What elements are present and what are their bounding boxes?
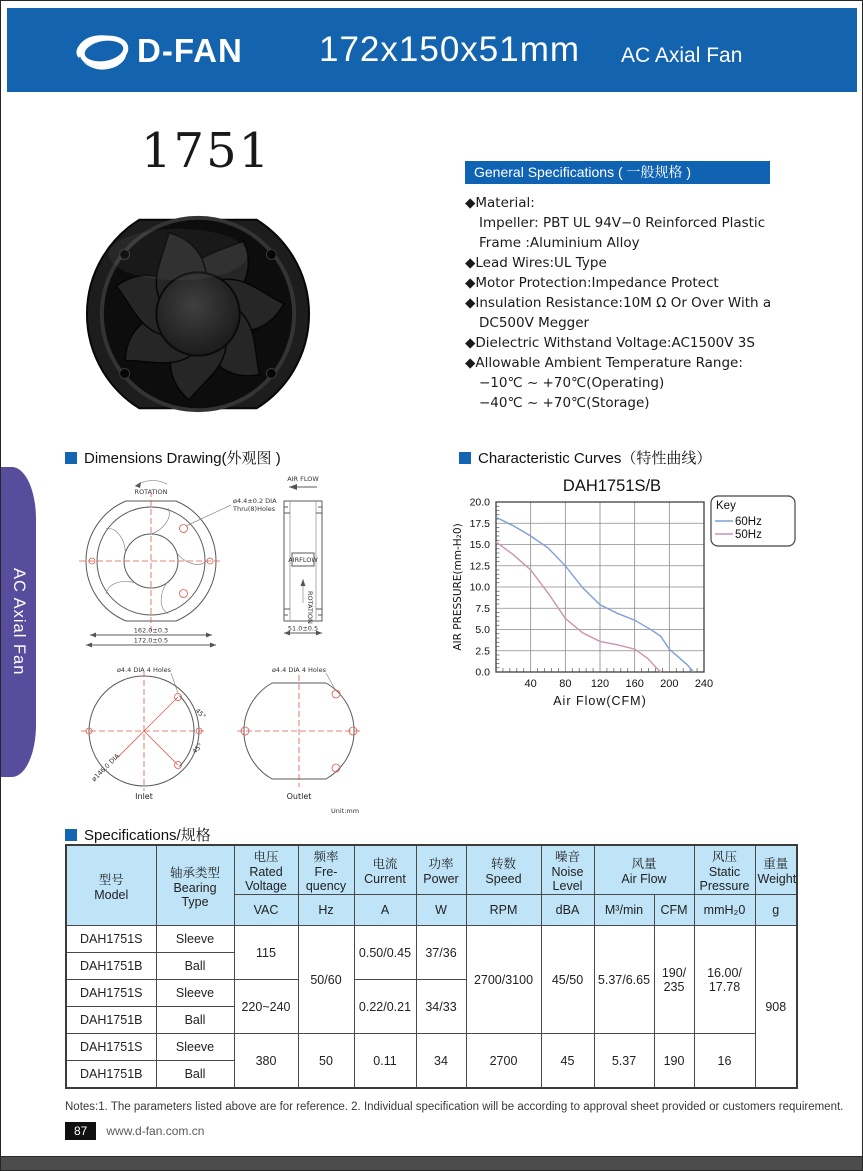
spec-table-unit: RPM [466,895,541,926]
page-bottom-strip [1,1156,862,1170]
spec-table-cell: 5.37 [594,1034,654,1089]
thru-holes-label-line2: Thru(8)Holes [233,505,276,513]
section-bullet-icon [65,452,77,464]
chart-ylabel: AIR PRESSURE(mm-H₂0) [452,523,464,651]
spec-table-cell: 0.50/0.45 [354,926,416,980]
spec-table-unit: Hz [298,895,354,926]
spec-table-header: 转数 Speed [466,845,541,895]
inlet-view [81,666,207,801]
spec-table-header: 重量 Weight [755,845,797,895]
front-view [79,480,277,647]
sidebar-category-tab[interactable] [1,467,36,777]
spec-table-cell: 190 [654,1034,694,1089]
notes-text: Notes:1. The parameters listed above are for reference. 2. Individual specification will be according to approval sheet provided or customers requirement. [65,1101,844,1113]
x-tick-label: 240 [694,678,714,690]
spec-table-header: 电压 Rated Voltage [234,845,298,895]
header-banner [7,8,857,92]
fan-swoosh-icon [71,28,133,74]
spec-table-cell: 5.37/6.65 [594,926,654,1034]
section-title: Specifications/规格 [84,827,211,844]
chart-legend [711,496,795,546]
section-title: Characteristic Curves（特性曲线） [478,450,712,467]
spec-table-cell: DAH1751S [66,1034,156,1061]
bolt-circle-label: ø146.0 DIA [90,752,122,784]
spec-table-cell: Ball [156,1007,234,1034]
spec-table-unit: mmH₂0 [694,895,755,926]
spec-list-item: ◆Allowable Ambient Temperature Range: [465,355,743,371]
spec-table-header: 功率 Power [416,845,466,895]
spec-list-item: ◆Motor Protection:Impedance Protect [465,275,719,291]
y-tick-label: 10.0 [469,581,490,594]
page-subtitle: AC Axial Fan [621,44,743,67]
holes4-label-inlet: ø4.4 DIA 4 Holes [116,666,172,674]
chart-title: DAH1751S/B [562,477,662,495]
sidebar-category-label: AC Axial Fan [10,568,28,676]
spec-table-cell: 34 [416,1034,466,1089]
side-view [284,475,322,636]
spec-list-item: ◆Material: [465,195,535,211]
spec-table-cell: 0.11 [354,1034,416,1089]
dim-outer-label: 172.0±0.5 [133,636,169,645]
spec-table-cell: 908 [755,926,797,1089]
spec-table-header: 风压 Static Pressure [694,845,755,895]
y-tick-label: 2.5 [475,645,490,658]
section-dimensions-drawing [65,447,281,468]
spec-list-item: ◆Insulation Resistance:10M Ω Or Over With a [465,295,772,311]
dim-depth-label: 51.0±0.5 [287,624,319,633]
general-specifications-section [465,161,773,413]
y-tick-label: 0.0 [475,666,490,679]
unit-label: Unit:mm [331,807,360,815]
spec-table-unit: dBA [541,895,594,926]
airflow-plate-label: AIRFLOW [288,556,318,564]
spec-table-cell: 50 [298,1034,354,1089]
spec-table-cell: Ball [156,953,234,980]
x-tick-label: 120 [590,678,610,690]
y-tick-label: 7.5 [475,602,490,615]
spec-table-cell: 115 [234,926,298,980]
spec-table-cell: 45 [541,1034,594,1089]
spec-list-item: Frame :Aluminium Alloy [479,235,640,251]
spec-table-cell: DAH1751S [66,926,156,953]
dim-inner-label: 162.0±0.3 [133,626,169,635]
curve-60hz [496,517,694,672]
chart-svg [449,469,861,769]
spec-table-unit: M³/min [594,895,654,926]
angle-45-bottom: 45° [190,741,205,756]
dimensions-drawing [59,469,447,821]
spec-table-cell: 37/36 [416,926,466,980]
spec-table-cell: 190/ 235 [654,926,694,1034]
spec-table-cell: 34/33 [416,980,466,1034]
legend-entry-60hz: 60Hz [735,516,762,528]
spec-table-cell: DAH1751B [66,1007,156,1034]
spec-list-item: −40℃ ~ +70℃(Storage) [479,395,650,411]
y-tick-label: 20.0 [469,496,490,509]
outlet-view [237,666,361,815]
x-tick-label: 200 [660,678,679,690]
spec-table-cell: Sleeve [156,1034,234,1061]
air-flow-label: AIR FLOW [287,475,319,483]
angle-45-top: 45° [193,706,208,721]
spec-table-cell: DAH1751S [66,980,156,1007]
footer [65,1122,204,1140]
section-bullet-icon [65,829,77,841]
spec-table-unit: CFM [654,895,694,926]
brand-logo [71,28,243,74]
spec-table-header: 频率 Fre-quency [298,845,354,895]
rotation-side-label: ROTATION [306,591,314,624]
inlet-caption: Inlet [135,792,153,801]
spec-table-header: 轴承类型 Bearing Type [156,845,234,926]
spec-table-cell: DAH1751B [66,1061,156,1089]
spec-table-header: 型号 Model [66,845,156,926]
y-tick-label: 12.5 [469,560,490,573]
fan-photo-image [79,195,317,433]
spec-table-cell: Sleeve [156,926,234,953]
y-tick-label: 5.0 [475,624,490,636]
spec-table-cell: 16 [694,1034,755,1089]
spec-table-cell: 2700 [466,1034,541,1089]
spec-table-cell: 45/50 [541,926,594,1034]
general-specifications-list [465,193,773,413]
spec-list-item: −10℃ ~ +70℃(Operating) [479,375,665,391]
spec-table-header: 风量 Air Flow [594,845,694,895]
section-bullet-icon [459,452,471,464]
spec-list-item: DC500V Megger [479,315,590,331]
spec-table-cell: Sleeve [156,980,234,1007]
spec-table-cell: Ball [156,1061,234,1089]
chart-xlabel: Air Flow(CFM) [553,694,647,708]
y-tick-label: 15.0 [469,539,490,551]
rotation-label: ROTATION [134,488,168,496]
spec-list-item: Impeller: PBT UL 94V−0 Reinforced Plastic [479,215,766,231]
spec-table-row [66,1034,797,1061]
spec-table-unit: W [416,895,466,926]
spec-list-item: ◆Lead Wires:UL Type [465,255,607,271]
spec-table-cell: 220~240 [234,980,298,1034]
x-tick-label: 40 [524,678,537,690]
outlet-caption: Outlet [286,792,312,801]
legend-title: Key [716,500,736,512]
characteristic-curves-chart [449,469,861,769]
section-specifications [65,824,211,845]
spec-table-header: 噪音 Noise Level [541,845,594,895]
section-characteristic-curves [459,447,711,468]
x-tick-label: 160 [625,678,644,690]
general-specifications-heading: General Specifications ( 一般规格 ) [465,161,770,184]
specifications-table [65,844,798,1089]
spec-table-unit: g [755,895,797,926]
spec-table-unit: VAC [234,895,298,926]
model-series-title: 1751 [141,123,272,179]
spec-table-row [66,926,797,953]
thru-holes-label-line1: ø4.4±0.2 DIA [233,497,277,505]
spec-table-cell: 380 [234,1034,298,1089]
holes4-label-outlet: ø4.4 DIA 4 Holes [271,666,327,674]
curve-50hz [496,542,661,672]
brand-name: D-FAN [137,32,243,69]
legend-entry-50hz: 50Hz [735,529,762,541]
spec-list-item: ◆Dielectric Withstand Voltage:AC1500V 3S [465,335,755,351]
website-link[interactable]: www.d-fan.com.cn [106,1124,205,1138]
spec-table-header: 电流 Current [354,845,416,895]
spec-table-cell: DAH1751B [66,953,156,980]
y-tick-label: 17.5 [469,517,490,530]
spec-table-cell: 0.22/0.21 [354,980,416,1034]
spec-table-cell: 16.00/ 17.78 [694,926,755,1034]
x-tick-label: 80 [559,678,572,690]
spec-table-cell: 50/60 [298,926,354,1034]
section-title: Dimensions Drawing(外观图 ) [84,450,281,467]
spec-table-cell: 2700/3100 [466,926,541,1034]
spec-table-unit: A [354,895,416,926]
page-number-badge: 87 [65,1122,96,1140]
page-title: 172x150x51mm [319,30,581,69]
